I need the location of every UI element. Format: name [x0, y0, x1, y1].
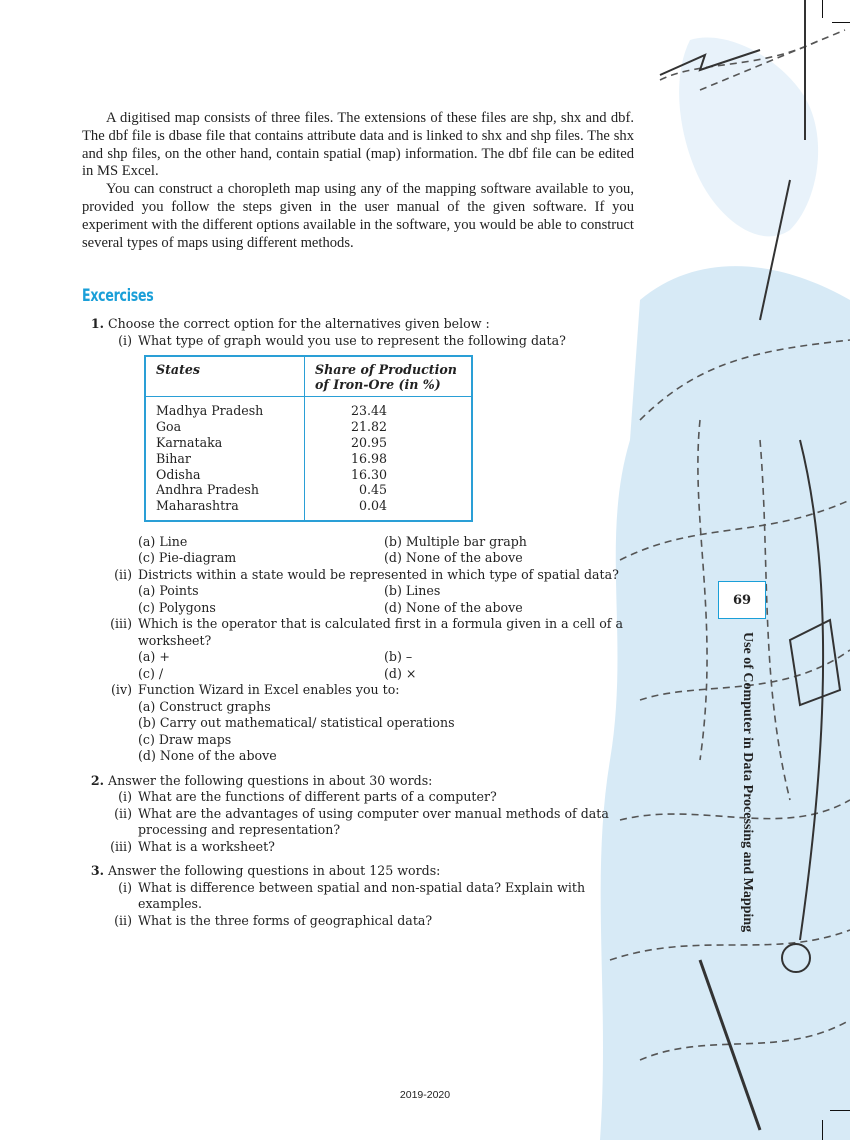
question-text: Answer the following questions in about 125 words: [108, 863, 441, 879]
footer-year: 2019-2020 [399, 1089, 451, 1101]
subquestion-number: (ii) [114, 912, 132, 928]
state-cell: Odisha [156, 466, 201, 482]
crop-mark [822, 0, 823, 18]
option-c: (c) Draw maps [138, 731, 232, 747]
subquestion-number: (ii) [114, 566, 132, 582]
subquestion-text: Districts within a state would be represented in which type of spatial data? [138, 566, 619, 582]
state-cell: Goa [156, 419, 182, 435]
subquestion-number: (iv) [111, 682, 132, 698]
value-cell: 16.30 [350, 466, 387, 482]
subquestion-number: (i) [118, 879, 132, 895]
table-header-states: States [145, 356, 305, 397]
question-number: 1. [90, 316, 104, 332]
iron-ore-table [144, 355, 473, 522]
options-iii [138, 649, 634, 682]
option-a: (a) Points [138, 583, 199, 599]
subquestion [82, 789, 634, 806]
option-b: (b) Multiple bar graph [384, 533, 527, 549]
value-cell: 16.98 [350, 450, 387, 466]
subquestion [82, 839, 634, 856]
chapter-title-text: Use of Computer in Data Processing and Mapping [740, 632, 755, 933]
subquestion-number: (iii) [110, 838, 132, 854]
subquestion-text: What are the functions of different parts of a computer? [138, 789, 497, 805]
crop-mark [832, 22, 850, 23]
page-number: 69 [718, 581, 766, 619]
subquestion-text: What is a worksheet? [138, 838, 275, 854]
subquestion-number: (ii) [114, 805, 132, 821]
subquestion-i [82, 333, 634, 350]
option-d: (d) None of the above [384, 599, 523, 615]
subquestion-text: What is difference between spatial and non-spatial data? Explain with examples. [138, 879, 586, 912]
subquestion-text: Function Wizard in Excel enables you to: [138, 682, 400, 698]
subquestion-ii [82, 567, 634, 584]
options-ii [138, 583, 634, 616]
subquestion-text: What are the advantages of using computer over manual methods of data processing and representation? [138, 805, 609, 838]
chapter-side-title [737, 632, 757, 964]
crop-mark [822, 1120, 823, 1140]
value-cell: 21.82 [350, 419, 387, 435]
crop-mark [830, 1110, 850, 1111]
state-cell: Maharashtra [156, 498, 239, 514]
state-cell: Karnataka [156, 434, 223, 450]
option-d: (d) None of the above [138, 748, 277, 764]
value-cell: 23.44 [350, 403, 387, 419]
option-d: (d) × [384, 665, 417, 681]
option-a: (a) Line [138, 533, 188, 549]
value-cell: 20.95 [350, 434, 387, 450]
question-3 [82, 863, 634, 929]
question-1 [82, 316, 634, 765]
question-number: 2. [90, 772, 104, 788]
subquestion-text: Which is the operator that is calculated first in a formula given in a cell of a worksheet? [138, 616, 623, 648]
option-a: (a) + [138, 649, 170, 665]
state-cell: Andhra Pradesh [156, 482, 260, 498]
option-c: (c) / [138, 665, 164, 681]
question-2 [82, 773, 634, 856]
question-number: 3. [90, 863, 104, 879]
subquestion [82, 806, 634, 839]
intro-paragraph-1: A digitised map consists of three files. The extensions of these files are shp, shx and dbf. The dbf file is dbase file that contains attribute data and is linked to shx and shp files. The shx and shp files, on the other hand, contain spatial (map) information. The dbf file can be edited in MS Excel. [82, 110, 634, 180]
state-cell: Bihar [156, 450, 191, 466]
intro-paragraph-2: You can construct a choropleth map using any of the mapping software available to you, provided you follow the steps given in the user manual of the given software. If you experiment with the different options available in the software, you would be able to construct several types of maps using different methods. [82, 181, 634, 251]
page-content [82, 110, 634, 929]
option-b: (b) Carry out mathematical/ statistical operations [138, 715, 455, 731]
option-c: (c) Polygons [138, 599, 216, 615]
subquestion [82, 913, 634, 930]
table-row [145, 397, 472, 521]
subquestion-number: (i) [118, 332, 132, 348]
state-cell: Madhya Pradesh [156, 403, 264, 419]
question-text: Answer the following questions in about 30 words: [108, 772, 433, 788]
subquestion-iv [82, 682, 634, 699]
question-text: Choose the correct option for the alternatives given below : [108, 316, 490, 332]
value-cell: 0.04 [358, 498, 387, 514]
subquestion-number: (iii) [110, 616, 132, 632]
table-header-share: Share of Production of Iron-Ore (in %) [305, 356, 473, 397]
subquestion-number: (i) [118, 789, 132, 805]
option-b: (b) – [384, 649, 413, 665]
subquestion-iii [82, 616, 634, 649]
subquestion-text: What type of graph would you use to represent the following data? [138, 332, 566, 348]
option-b: (b) Lines [384, 583, 441, 599]
subquestion [82, 880, 634, 913]
value-cell: 0.45 [358, 482, 387, 498]
option-a: (a) Construct graphs [138, 698, 271, 714]
options-iv [138, 699, 634, 765]
subquestion-text: What is the three forms of geographical data? [138, 912, 433, 928]
option-c: (c) Pie-diagram [138, 550, 237, 566]
options-i [138, 534, 634, 567]
exercises-heading: Excercises [82, 286, 154, 307]
option-d: (d) None of the above [384, 550, 523, 566]
